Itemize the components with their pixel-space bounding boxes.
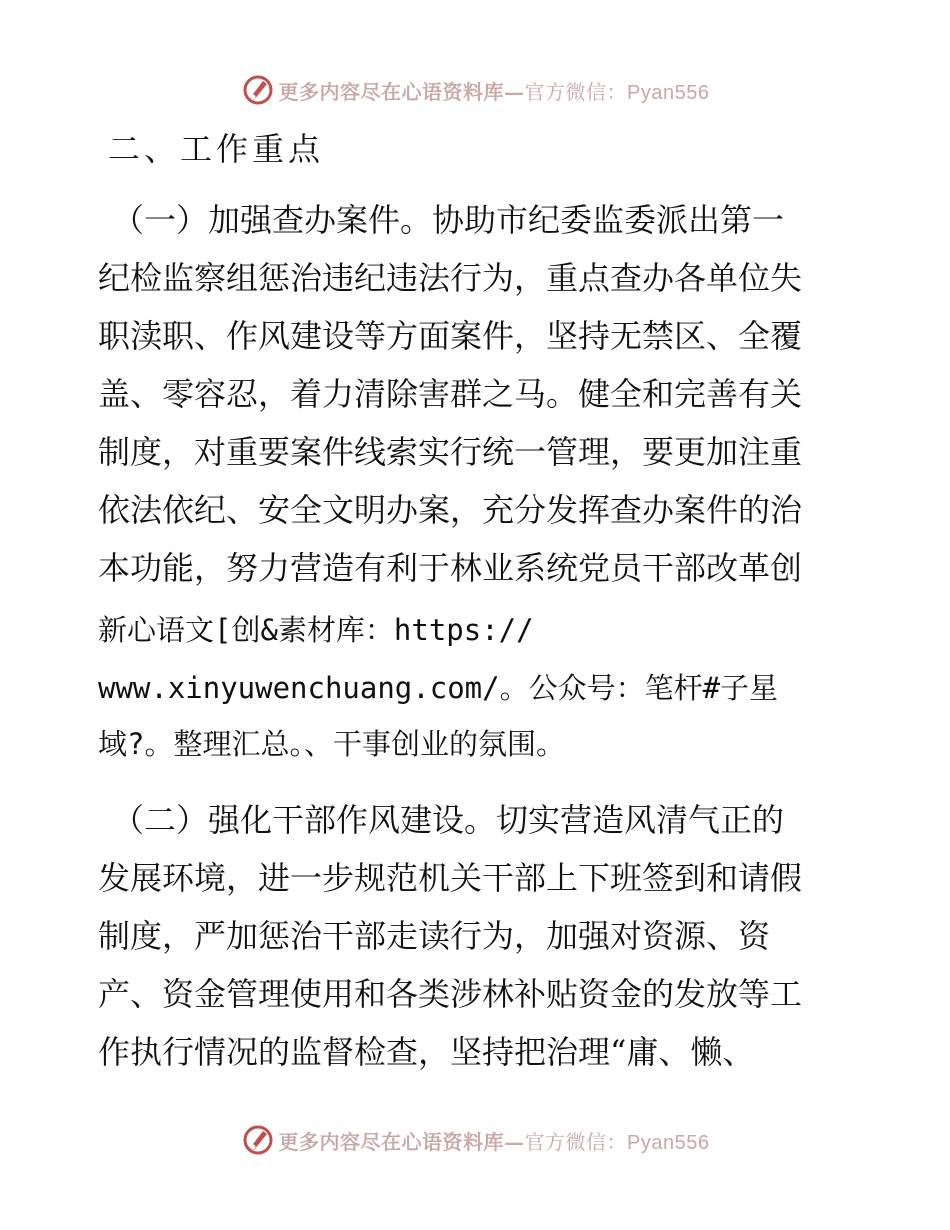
banner-main-text: 更多内容尽在心语资料库: [278, 1129, 505, 1154]
banner-dash: —: [504, 79, 525, 104]
paragraph-2-line: 制度，严加惩治干部走读行为，加强对资源、资: [98, 917, 771, 955]
banner-main-text: 更多内容尽在心语资料库: [278, 79, 505, 104]
paragraph-1-line: 盖、零容忍，着力清除害群之马。健全和完善有关: [98, 375, 803, 413]
paragraph-2-line: 发展环境，进一步规范机关干部上下班签到和请假: [98, 859, 803, 897]
paragraph-1-line: 新心语文[创&素材库：https://: [98, 613, 534, 647]
banner-text: [279, 1126, 710, 1155]
quill-logo-icon: [241, 1123, 275, 1157]
paragraph-1-line: 域?。整理汇总。、干事创业的氛围。: [98, 727, 565, 761]
banner-wechat-id: Pyan556: [627, 81, 710, 104]
paragraph-1-line: （一）加强查办案件。协助市纪委监委派出第一: [112, 201, 785, 239]
section-heading: 二、工作重点: [108, 130, 325, 168]
paragraph-2-line: （二）强化干部作风建设。切实营造风清气正的: [112, 801, 785, 839]
banner-wechat-id: Pyan556: [627, 1131, 710, 1154]
quill-logo-icon: [241, 73, 275, 107]
paragraph-1-line: 本功能，努力营造有利于林业系统党员干部改革创: [98, 549, 803, 587]
paragraph-1-line: 依法依纪、安全文明办案，充分发挥查办案件的治: [98, 491, 803, 529]
header-watermark-banner: [0, 70, 950, 110]
paragraph-1-line: 制度，对重要案件线索实行统一管理，要更加注重: [98, 433, 803, 471]
banner-dash: —: [504, 1129, 525, 1154]
banner-wechat-label: 官方微信：: [524, 1129, 628, 1154]
banner-wechat-label: 官方微信：: [524, 79, 628, 104]
paragraph-1-line: 纪检监察组惩治违纪违法行为，重点查办各单位失: [98, 259, 803, 297]
paragraph-2-line: 产、资金管理使用和各类涉林补贴资金的发放等工: [98, 975, 803, 1013]
banner-text: [279, 76, 710, 105]
paragraph-1-line: www.xinyuwenchuang.com/。公众号：笔杆#子星: [98, 671, 779, 705]
paragraph-2-line: 作执行情况的监督检查，坚持把治理“庸、懒、: [98, 1033, 755, 1071]
footer-watermark-banner: [0, 1120, 950, 1160]
paragraph-1-line: 职渎职、作风建设等方面案件，坚持无禁区、全覆: [98, 317, 803, 355]
